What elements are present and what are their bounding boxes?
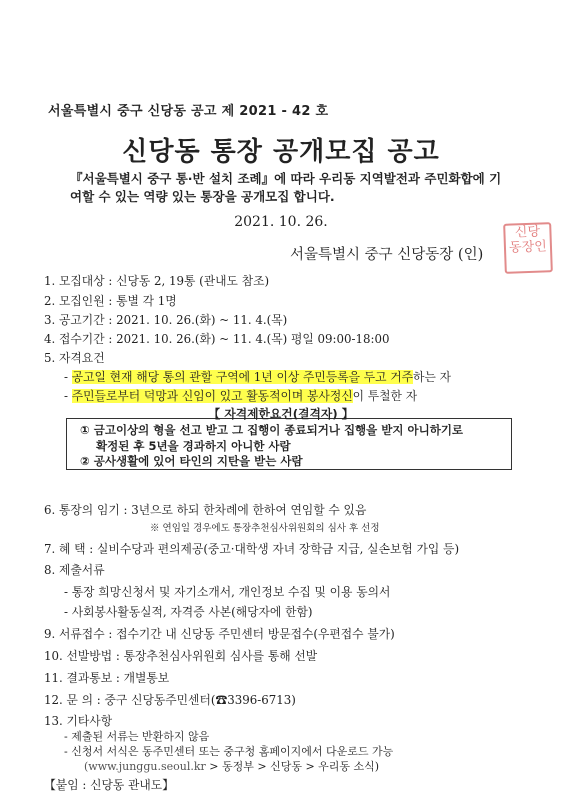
item-6-note: ※ 연임일 경우에도 통장추천심사위원회의 심사 후 선정 — [150, 523, 380, 534]
item-11: 11. 결과통보 : 개별통보 — [44, 671, 170, 685]
qualification-1 — [64, 368, 451, 385]
bullet: - — [64, 389, 72, 403]
attachment: 【붙임 : 신당동 관내도】 — [44, 778, 174, 792]
issuer — [290, 243, 483, 264]
other-3-path: > 동정부 > 신당동 > 우리동 소식) — [205, 760, 380, 773]
disqualification-1b: 확정된 후 5년을 경과하지 아니한 사람 — [96, 439, 291, 453]
item-12: 12. 문 의 : 중구 신당동주민센터(☎3396-6713) — [44, 693, 296, 707]
page-title: 신당동 통장 공개모집 공고 — [122, 137, 440, 167]
disqualification-1a: ① 금고이상의 형을 선고 받고 그 집행이 종료되거나 집행을 받지 아니하기로 — [80, 423, 464, 437]
notice-number: 서울특별시 중구 신당동 공고 제 2021 - 42 호 — [48, 104, 329, 119]
item-9: 9. 서류접수 : 접수기간 내 신당동 주민센터 방문접수(우편접수 불가) — [44, 627, 395, 641]
seal-line-1: 신당 — [514, 224, 541, 241]
item-1: 1. 모집대상 : 신당동 2, 19통 (관내도 참조) — [44, 274, 270, 288]
item-7: 7. 혜 택 : 실비수당과 편의제공(중고·대학생 자녀 장학금 지급, 실손보험 가입 등) — [44, 542, 460, 556]
qualification-1-tail: 하는 자 — [413, 370, 451, 384]
item-5: 5. 자격요건 — [44, 351, 105, 365]
item-13: 13. 기타사항 — [44, 714, 113, 728]
qualification-2 — [64, 387, 417, 404]
item-8: 8. 제출서류 — [44, 563, 105, 577]
item-2: 2. 모집인원 : 통별 각 1명 — [44, 294, 177, 308]
seal-line-2: 동장인 — [508, 239, 548, 256]
item-10: 10. 선발방법 : 통장추천심사위원회 심사를 통해 선발 — [44, 649, 318, 663]
homepage-link[interactable]: (www.junggu.seoul.kr — [84, 760, 206, 773]
item-4: 4. 접수기간 : 2021. 10. 26.(화) ~ 11. 4.(목) 평일 09:00-18:00 — [44, 332, 390, 346]
intro-text: 『서울특별시 중구 통·반 설치 조례』에 따라 우리동 지역발전과 주민화합에 기여할 수 있는 역량 있는 통장을 공개모집 합니다. — [70, 171, 502, 204]
item-3: 3. 공고기간 : 2021. 10. 26.(화) ~ 11. 4.(목) — [44, 313, 288, 327]
official-seal — [503, 222, 553, 274]
bullet: - — [64, 370, 72, 384]
qualification-1-highlight: 공고일 현재 해당 통의 관할 구역에 1년 이상 주민등록을 두고 거주 — [71, 370, 414, 384]
other-3 — [84, 758, 379, 774]
qualification-2-highlight: 주민들로부터 덕망과 신임이 있고 활동적이며 봉사정신 — [71, 389, 353, 403]
disqualification-title: 【 자격제한요건(결격자) 】 — [208, 407, 354, 421]
other-2: - 신청서 서식은 동주민센터 또는 중구청 홈페이지에서 다운로드 가능 — [64, 745, 394, 758]
other-1: - 제출된 서류는 반환하지 않음 — [64, 730, 210, 743]
document-2: - 사회봉사활동실적, 자격증 사본(해당자에 한함) — [64, 605, 313, 619]
notice-date: 2021. 10. 26. — [234, 214, 328, 230]
issuer-name: 서울특별시 중구 신당동장 — [290, 247, 454, 263]
issuer-mark: (인) — [457, 247, 484, 263]
item-6: 6. 통장의 임기 : 3년으로 하되 한차례에 한하여 연임할 수 있음 — [44, 503, 367, 517]
disqualification-2: ② 공사생활에 있어 타인의 지탄을 받는 사람 — [80, 454, 303, 468]
qualification-2-tail: 이 투철한 자 — [352, 389, 418, 403]
document-1: - 통장 희망신청서 및 자기소개서, 개인정보 수집 및 이용 동의서 — [64, 585, 391, 599]
